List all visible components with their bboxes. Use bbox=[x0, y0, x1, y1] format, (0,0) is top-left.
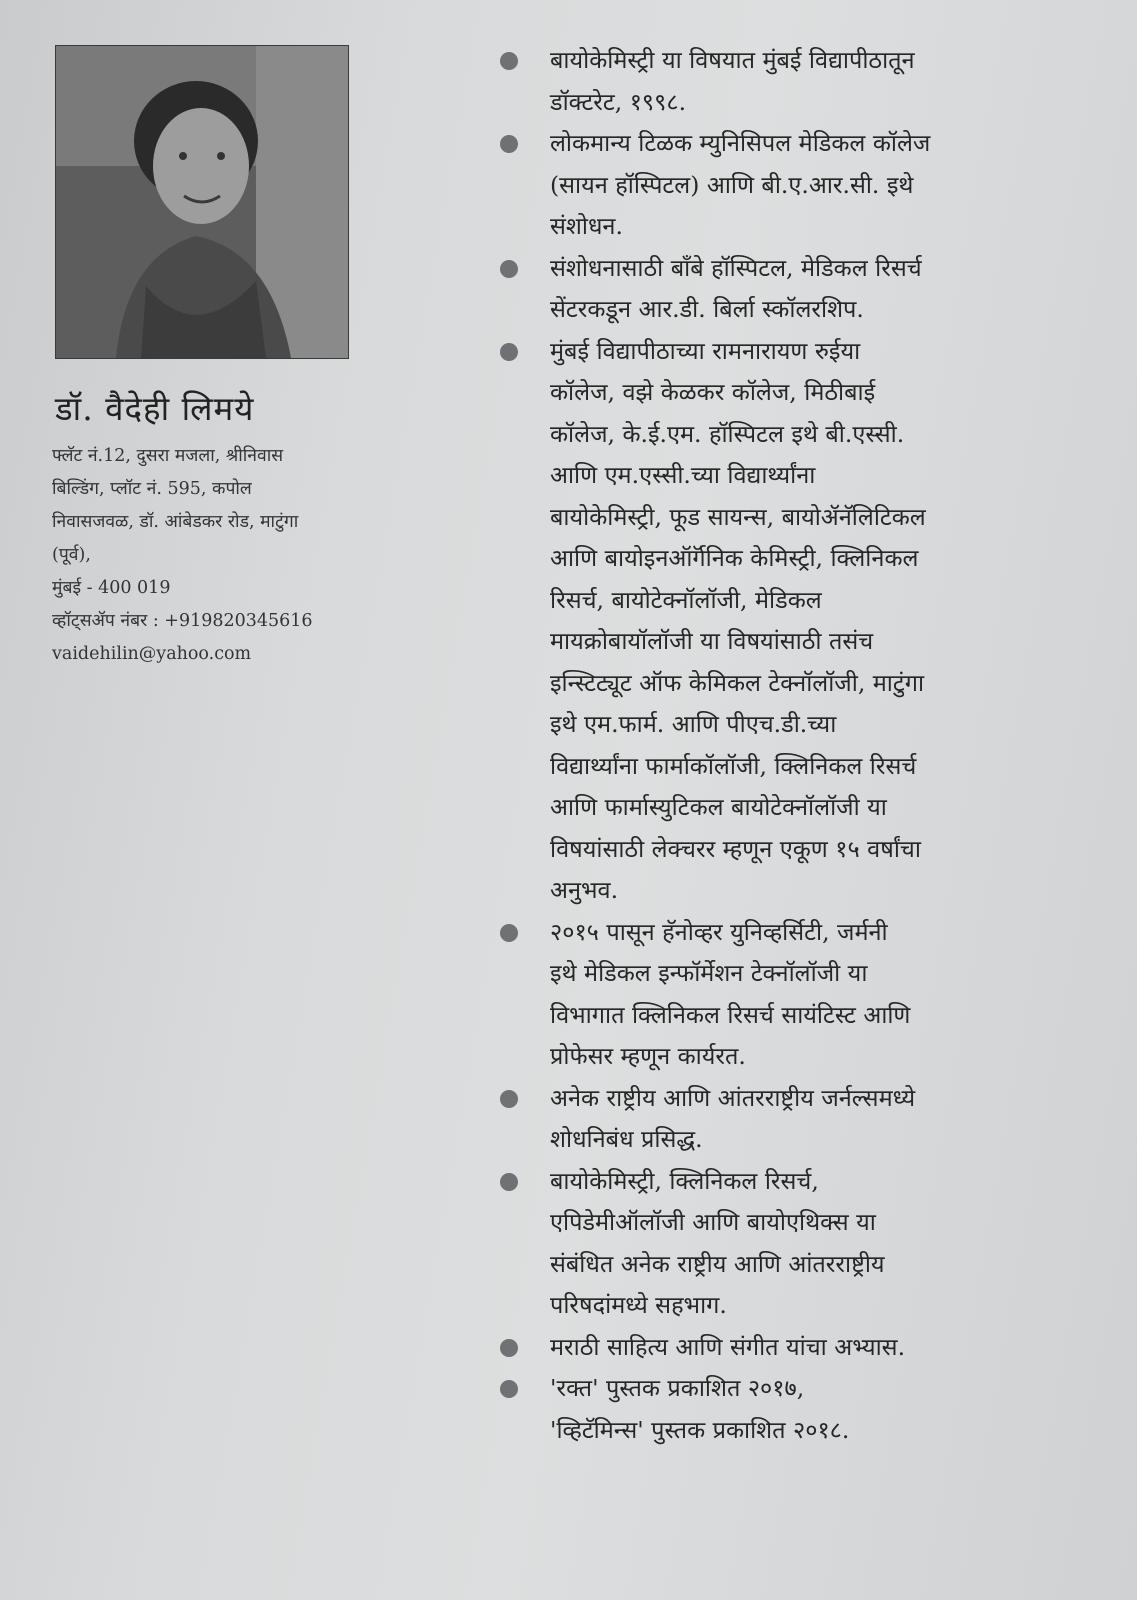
list-item-line: (सायन हॉस्पिटल) आणि बी.ए.आर.सी. इथे bbox=[550, 170, 914, 199]
list-item bbox=[488, 1327, 1058, 1369]
list-item-line: 'व्हिटॅमिन्स' पुस्तक प्रकाशित २०१८. bbox=[550, 1415, 850, 1444]
list-item bbox=[488, 1078, 1058, 1161]
bullet-dot-icon bbox=[500, 1090, 518, 1108]
list-item-line: एपिडेमीऑलॉजी आणि बायोएथिक्स या bbox=[550, 1208, 876, 1236]
bullet-dot-icon bbox=[500, 924, 518, 942]
list-item bbox=[488, 1161, 1058, 1327]
list-item bbox=[488, 1368, 1058, 1451]
list-item-line: कॉलेज, वझे केळकर कॉलेज, मिठीबाई bbox=[550, 378, 876, 406]
author-photo bbox=[55, 45, 349, 359]
list-item-line: शोधनिबंध प्रसिद्ध. bbox=[550, 1125, 703, 1153]
list-item-line: मायक्रोबायॉलॉजी या विषयांसाठी तसंच bbox=[550, 627, 874, 655]
list-item-line: मराठी साहित्य आणि संगीत यांचा अभ्यास. bbox=[550, 1332, 906, 1361]
address-line: फ्लॅट नं.12, दुसरा मजला, श्रीनिवास bbox=[52, 446, 284, 466]
bullet-dot-icon bbox=[500, 1380, 518, 1398]
list-item bbox=[488, 331, 1058, 912]
list-item-line: कॉलेज, के.ई.एम. हॉस्पिटल इथे बी.एस्सी. bbox=[550, 419, 905, 448]
address-line: बिल्डिंग, प्लॉट नं. 595, कपोल bbox=[52, 479, 252, 499]
list-item-line: संशोधन. bbox=[550, 212, 623, 240]
email-address: vaidehilin@yahoo.com bbox=[52, 644, 252, 664]
list-item-line: लोकमान्य टिळक म्युनिसिपल मेडिकल कॉलेज bbox=[550, 129, 931, 157]
list-item-line: आणि एम.एस्सी.च्या विद्यार्थ्यांना bbox=[550, 461, 816, 489]
list-item-line: इथे एम.फार्म. आणि पीएच.डी.च्या bbox=[550, 710, 837, 738]
list-item-line: परिषदांमध्ये सहभाग. bbox=[550, 1291, 727, 1319]
list-item bbox=[488, 123, 1058, 248]
author-name: डॉ. वैदेही लिमये bbox=[55, 389, 255, 428]
list-item-line: बायोकेमिस्ट्री, फूड सायन्स, बायोॲनॅलिटिकल bbox=[550, 502, 926, 531]
list-item-line: बायोकेमिस्ट्री, क्लिनिकल रिसर्च, bbox=[550, 1166, 819, 1195]
list-item-line: २०१५ पासून हॅनोव्हर युनिव्हर्सिटी, जर्मनी bbox=[550, 917, 888, 946]
list-item-line: इन्स्टिट्यूट ऑफ केमिकल टेक्नॉलॉजी, माटुंगा bbox=[550, 668, 925, 697]
address-line: मुंबई - 400 019 bbox=[52, 578, 171, 598]
list-item-line: अनेक राष्ट्रीय आणि आंतरराष्ट्रीय जर्नल्समध्ये bbox=[550, 1083, 916, 1112]
bullet-dot-icon bbox=[500, 52, 518, 70]
list-item-line: बायोकेमिस्ट्री या विषयात मुंबई विद्यापीठातून bbox=[550, 46, 915, 74]
list-item-line: सेंटरकडून आर.डी. बिर्ला स्कॉलरशिप. bbox=[550, 295, 864, 323]
whatsapp-number: व्हॉट्सॲप नंबर : +919820345616 bbox=[52, 611, 313, 631]
achievements-list bbox=[488, 40, 1058, 1451]
address-line: निवासजवळ, डॉ. आंबेडकर रोड, माटुंगा bbox=[52, 512, 299, 532]
bullet-dot-icon bbox=[500, 1339, 518, 1357]
list-item-line: संबंधित अनेक राष्ट्रीय आणि आंतरराष्ट्रीय bbox=[550, 1249, 885, 1278]
list-item-line: प्रोफेसर म्हणून कार्यरत. bbox=[550, 1042, 746, 1070]
portrait-icon bbox=[56, 46, 348, 358]
list-item-line: 'रक्त' पुस्तक प्रकाशित २०१७, bbox=[550, 1374, 805, 1402]
contact-details bbox=[52, 440, 372, 671]
bullet-dot-icon bbox=[500, 260, 518, 278]
list-item-line: विभागात क्लिनिकल रिसर्च सायंटिस्ट आणि bbox=[550, 1000, 911, 1029]
bullet-dot-icon bbox=[500, 343, 518, 361]
bullet-dot-icon bbox=[500, 135, 518, 153]
bullet-dot-icon bbox=[500, 1173, 518, 1191]
list-item bbox=[488, 912, 1058, 1078]
list-item-line: रिसर्च, बायोटेक्नॉलॉजी, मेडिकल bbox=[550, 585, 822, 614]
list-item bbox=[488, 248, 1058, 331]
address-line: (पूर्व), bbox=[52, 545, 91, 565]
list-item-line: विषयांसाठी लेक्चरर म्हणून एकूण १५ वर्षांचा bbox=[550, 834, 921, 863]
list-item-line: डॉक्टरेट, १९९८. bbox=[550, 87, 687, 116]
list-item-line: संशोधनासाठी बॉंबे हॉस्पिटल, मेडिकल रिसर्च bbox=[550, 253, 922, 282]
list-item-line: आणि बायोइनऑर्गॅनिक केमिस्ट्री, क्लिनिकल bbox=[550, 544, 919, 572]
list-item-line: अनुभव. bbox=[550, 876, 619, 904]
list-item-line: विद्यार्थ्यांना फार्माकॉलॉजी, क्लिनिकल रिसर्च bbox=[550, 751, 917, 780]
list-item-line: मुंबई विद्यापीठाच्या रामनारायण रुईया bbox=[550, 336, 861, 365]
list-item-line: आणि फार्मास्युटिकल बायोटेक्नॉलॉजी या bbox=[550, 793, 887, 821]
list-item-line: इथे मेडिकल इन्फॉर्मेशन टेक्नॉलॉजी या bbox=[550, 959, 868, 987]
list-item bbox=[488, 40, 1058, 123]
